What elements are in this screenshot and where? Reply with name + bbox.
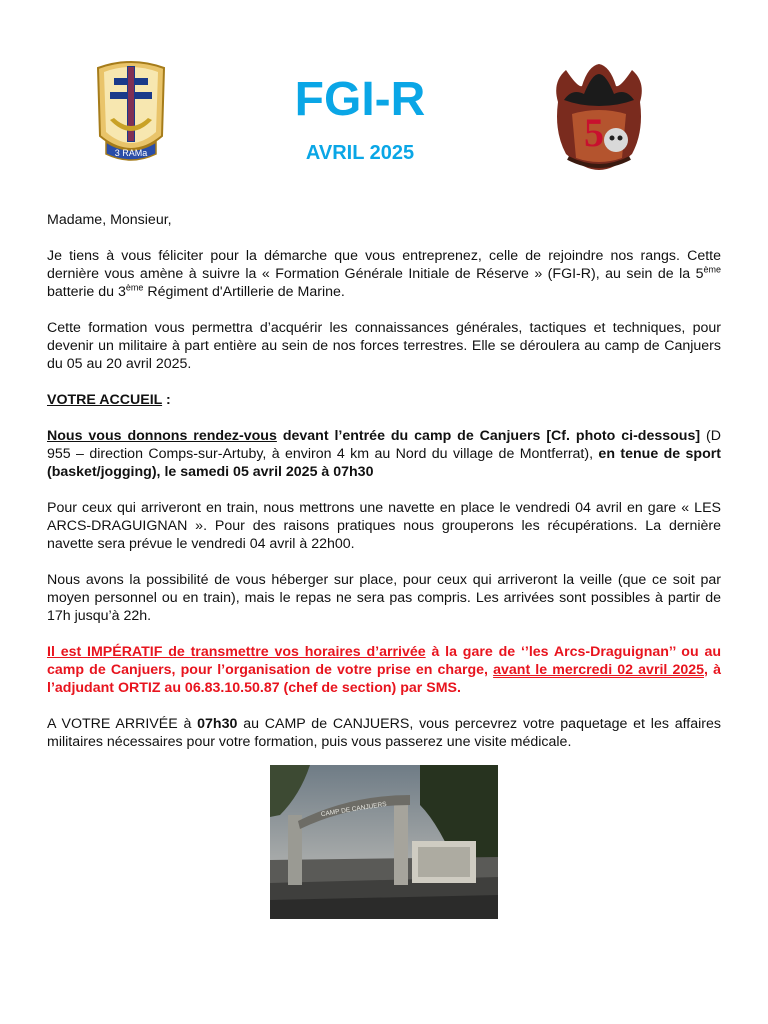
svg-text:5: 5	[584, 110, 604, 155]
svg-text:CAMP DE CANJUERS: CAMP DE CANJUERS	[320, 800, 388, 819]
section-title-accueil: VOTRE ACCUEIL :	[47, 392, 171, 408]
page-subtitle: AVRIL 2025	[305, 142, 415, 164]
battery-insignia-right-icon	[548, 62, 650, 174]
page-title: FGI-R	[294, 73, 426, 126]
paragraph-intro: Je tiens à vous féliciter pour la démarche que vous entreprenez, celle de rejoindre nos rangs. Cette dernière vous amène à suivre la « Formation Générale Initiale de Réserve » (FGI-R), au sein de la 5ème batterie du 3ème Régiment d'Artillerie de Marine.	[47, 248, 721, 300]
letter-body	[47, 211, 721, 769]
svg-text:3 RAMa: 3 RAMa	[114, 148, 148, 158]
camp-entrance-photo	[270, 765, 498, 919]
paragraph-formation: Cette formation vous permettra d’acquérir les connaissances générales, tactiques et techniques, pour devenir un militaire à part entière au sein de nos forces terrestres. Elle se déroulera au camp de Canjuers du 05 au 20 avril 2025.	[47, 320, 721, 372]
greeting: Madame, Monsieur,	[47, 212, 172, 228]
paragraph-train-shuttle: Pour ceux qui arriveront en train, nous mettrons une navette en place le vendredi 04 avril en gare « LES ARCS-DRAGUIGNAN ». Pour des raisons pratiques nous grouperons les récupérations. La dernière navette sera prévue le vendredi 04 avril à 22h00.	[47, 500, 721, 552]
paragraph-arrival: A VOTRE ARRIVÉE à 07h30 au CAMP de CANJUERS, vous percevrez votre paquetage et les affaires militaires nécessaires pour votre formation, puis vous passerez une visite médicale.	[47, 716, 721, 750]
regiment-insignia-left-icon	[92, 58, 170, 168]
paragraph-important-notice: Il est IMPÉRATIF de transmettre vos horaires d’arrivée à la gare de ‘’les Arcs-Draguignan’’ ou au camp de Canjuers, pour l’organisation de votre prise en charge, avant le mercredi 02 avril 2025, à l’adjudant ORTIZ au 06.83.10.50.87 (chef de section) par SMS.	[47, 644, 721, 696]
paragraph-rendezvous: Nous vous donnons rendez-vous devant l’entrée du camp de Canjuers [Cf. photo ci-dessous] (D 955 – direction Comps-sur-Artuby, à environ 4 km au Nord du village de Montferrat), en tenue de sport (basket/jogging), le samedi 05 avril 2025 à 07h30	[47, 428, 722, 480]
letter-header	[0, 0, 768, 200]
paragraph-accommodation: Nous avons la possibilité de vous héberger sur place, pour ceux qui arriveront la veille (que ce soit par moyen personnel ou en train), mais le repas ne sera pas compris. Les arrivées sont possibles à partir de 17h jusqu’à 22h.	[47, 572, 721, 624]
